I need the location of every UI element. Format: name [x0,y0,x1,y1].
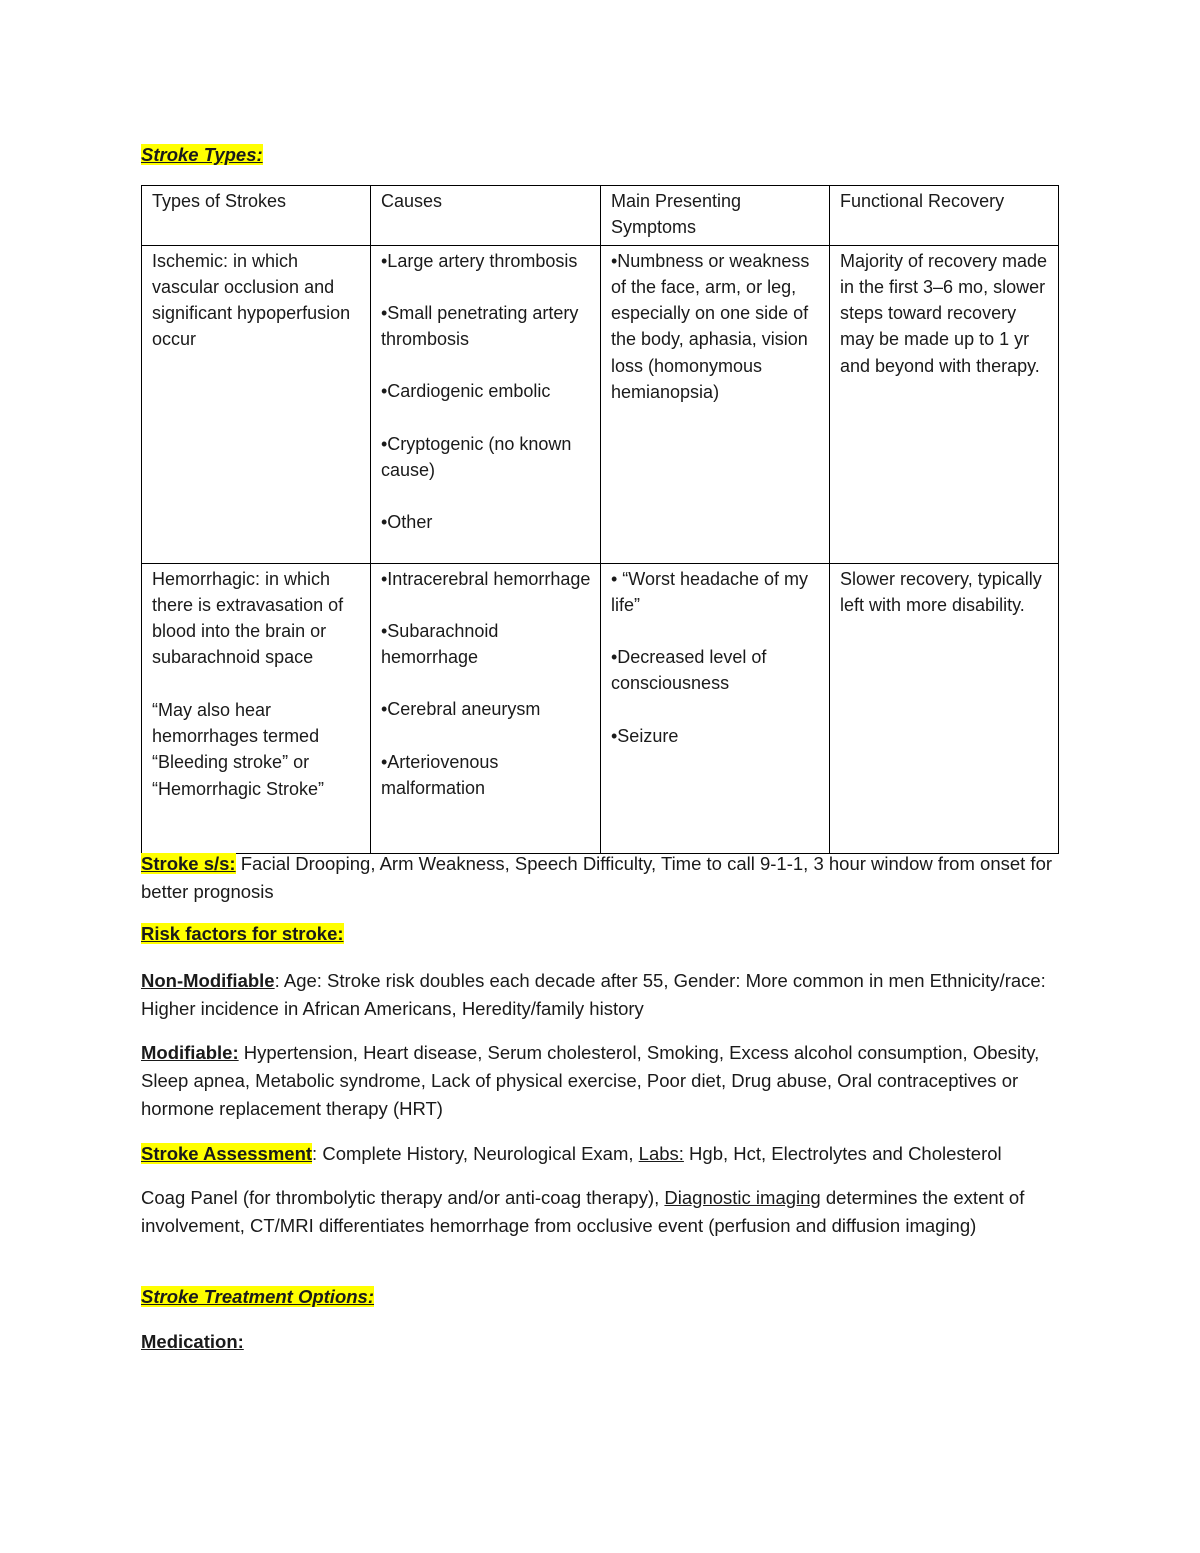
symptoms-cell: • “Worst headache of my life” •Decreased level of consciousness •Seizure [601,563,830,853]
header-cell: Functional Recovery [830,186,1059,246]
causes-cell: •Intracerebral hemorrhage •Subarachnoid hemorrhage •Cerebral aneurysm •Arteriovenous malformation [371,563,601,853]
table-row [142,245,1059,563]
stroke-types-table [141,185,1059,854]
table-header-row [142,186,1059,246]
coag-imaging-paragraph: Coag Panel (for thrombolytic therapy and/or anti-coag therapy), Diagnostic imaging determines the extent of involvement, CT/MRI differentiates hemorrhage from occlusive event (perfusion and diffusion imaging) [141,1187,1025,1236]
assessment-paragraph: Stroke Assessment: Complete History, Neurological Exam, Labs: Hgb, Hct, Electrolytes and Cholesterol [141,1143,1002,1164]
treatment-heading: Stroke Treatment Options: [141,1286,375,1307]
stroke-types-heading: Stroke Types: [141,144,263,165]
medication-heading: Medication: [141,1331,244,1352]
header-cell: Causes [371,186,601,246]
header-cell: Types of Strokes [142,186,371,246]
symptoms-cell: •Numbness or weakness of the face, arm, or leg, especially on one side of the body, aphasia, vision loss (homonymous hemianopsia) [601,245,830,563]
recovery-cell: Majority of recovery made in the first 3–6 mo, slower steps toward recovery may be made up to 1 yr and beyond with therapy. [830,245,1059,563]
causes-cell: •Large artery thrombosis •Small penetrating artery thrombosis •Cardiogenic embolic •Cryptogenic (no known cause) •Other [371,245,601,563]
type-cell: Hemorrhagic: in which there is extravasation of blood into the brain or subarachnoid space “May also hear hemorrhages termed “Bleeding stroke” or “Hemorrhagic Stroke” [142,563,371,853]
header-cell: Main Presenting Symptoms [601,186,830,246]
risk-factors-heading: Risk factors for stroke: [141,923,344,944]
table-row [142,563,1059,853]
stroke-ss-paragraph: Stroke s/s: Facial Drooping, Arm Weakness, Speech Difficulty, Time to call 9-1-1, 3 hour window from onset for better prognosis [141,853,1053,902]
type-cell: Ischemic: in which vascular occlusion and significant hypoperfusion occur [142,245,371,563]
recovery-cell: Slower recovery, typically left with more disability. [830,563,1059,853]
non-modifiable-paragraph: Non-Modifiable: Age: Stroke risk doubles each decade after 55, Gender: More common in men Ethnicity/race: Higher incidence in African Americans, Heredity/family history [141,970,1046,1019]
modifiable-paragraph: Modifiable: Hypertension, Heart disease, Serum cholesterol, Smoking, Excess alcohol consumption, Obesity, Sleep apnea, Metabolic syndrome, Lack of physical exercise, Poor diet, Drug abuse, Oral contraceptives or hormone replacement therapy (HRT) [141,1042,1040,1119]
